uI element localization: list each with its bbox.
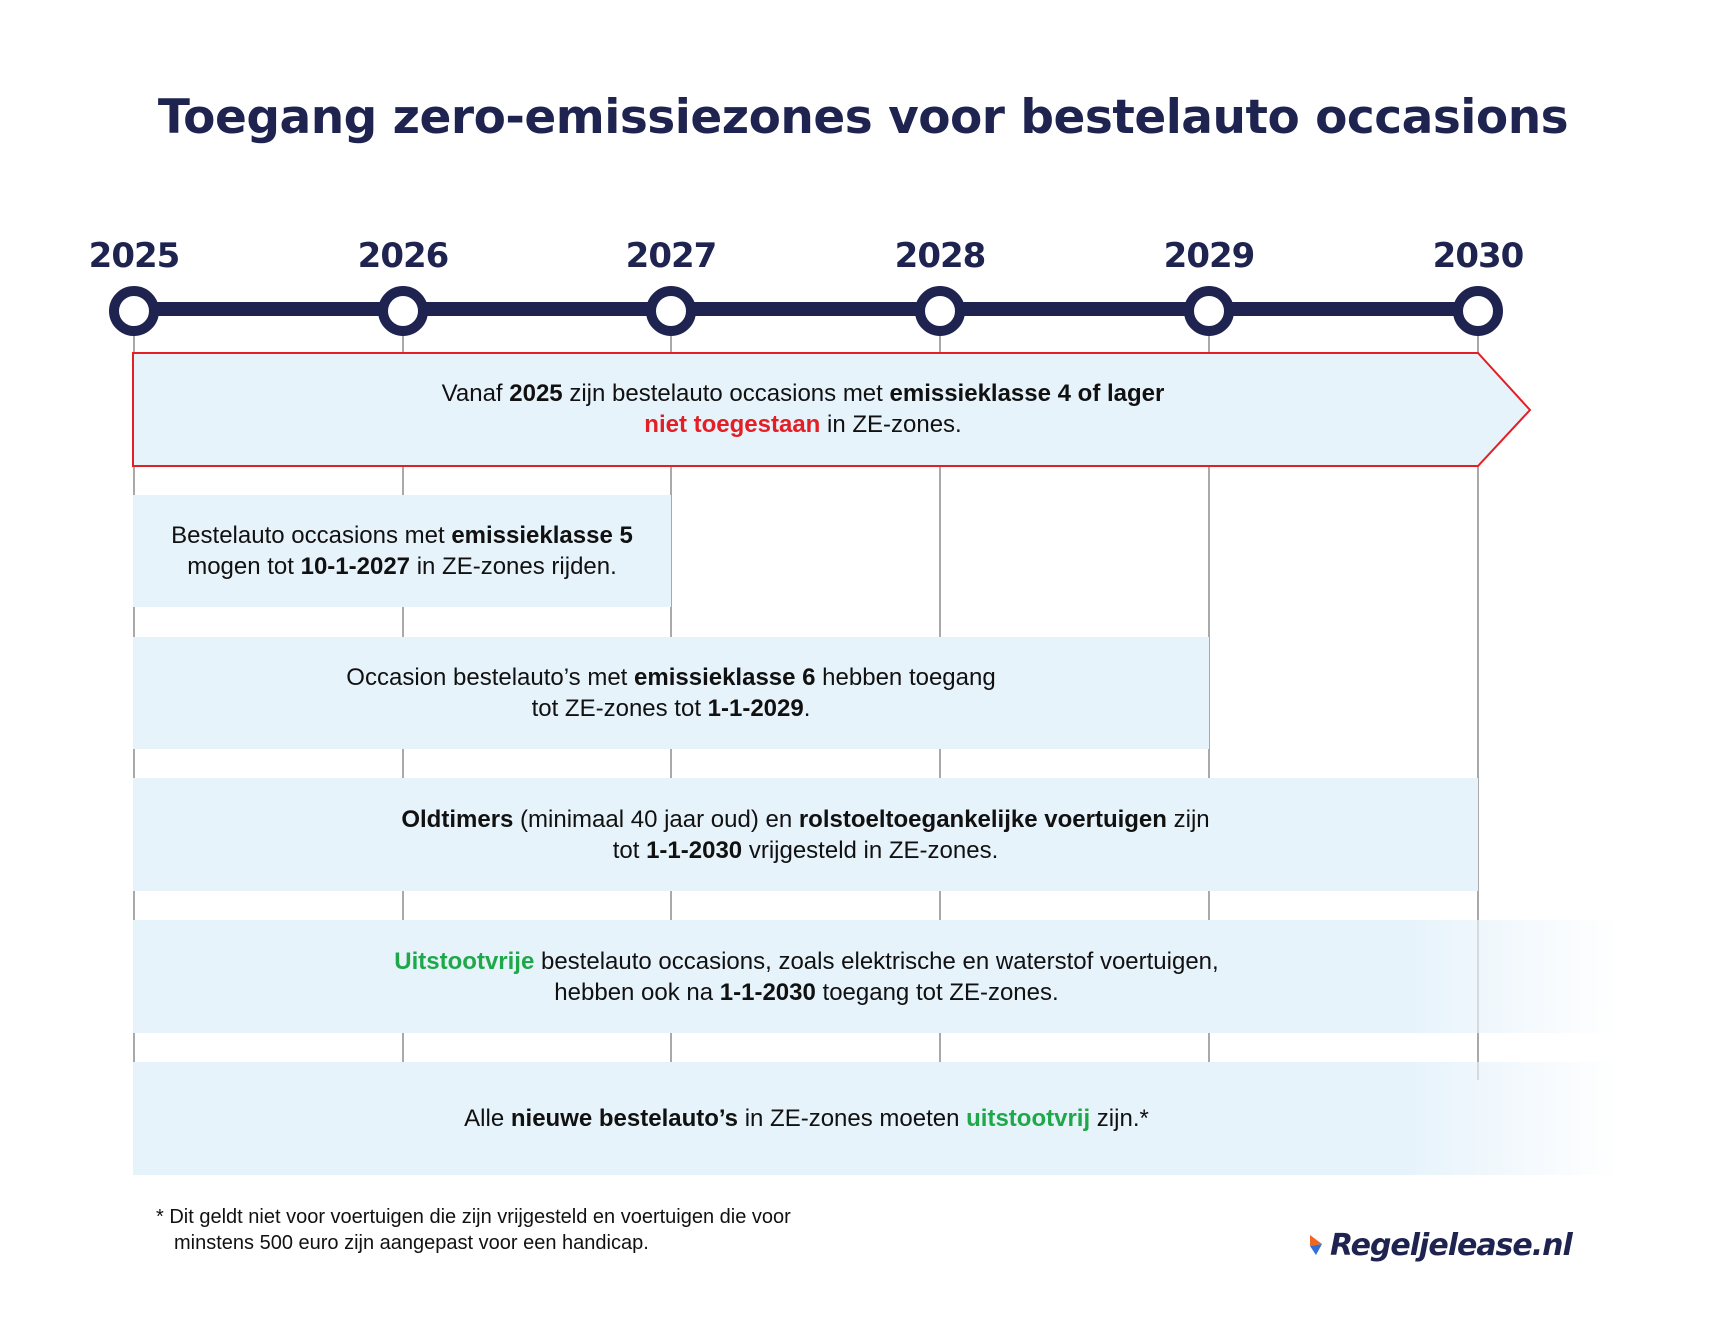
- row-line-1: Occasion bestelauto’s met emissieklasse 6 hebben toegang: [346, 664, 996, 691]
- logo-text: Regeljelease.nl: [1330, 1228, 1572, 1263]
- row-nieuw: [133, 1062, 1620, 1175]
- row-line-2: niet toegestaan in ZE-zones.: [644, 411, 962, 438]
- footnote-line-2: minstens 500 euro zijn aangepast voor een handicap.: [174, 1232, 649, 1254]
- row-line-1: Vanaf 2025 zijn bestelauto occasions met emissieklasse 4 of lager: [441, 380, 1165, 407]
- row-line-1: Uitstootvrije bestelauto occasions, zoals elektrische en waterstof voertuigen,: [394, 947, 1219, 975]
- year-label-2029: 2029: [1163, 236, 1255, 276]
- year-label-2027: 2027: [625, 236, 717, 276]
- row-klasse6: [133, 637, 1209, 749]
- brand-logo: [1308, 1228, 1572, 1263]
- year-label-2025: 2025: [88, 236, 180, 276]
- row-line-1: Alle nieuwe bestelauto’s in ZE-zones moeten uitstootvrij zijn.*: [464, 1105, 1149, 1132]
- chevron-right-icon: [1308, 1231, 1330, 1261]
- footnote: [156, 1204, 791, 1256]
- row-line-1: Bestelauto occasions met emissieklasse 5: [171, 522, 633, 549]
- row-klasse5: [133, 495, 671, 607]
- row-uitstootvrij: [133, 920, 1620, 1033]
- row-line-2: mogen tot 10-1-2027 in ZE-zones rijden.: [187, 553, 617, 580]
- row-line-2: tot 1-1-2030 vrijgesteld in ZE-zones.: [612, 836, 999, 864]
- row-line-1: Oldtimers (minimaal 40 jaar oud) en rolstoeltoegankelijke voertuigen zijn: [401, 805, 1210, 833]
- year-label-2026: 2026: [357, 236, 449, 276]
- row-line-2: tot ZE-zones tot 1-1-2029.: [531, 695, 811, 722]
- row-oldtimers: [133, 778, 1478, 891]
- year-label-2030: 2030: [1432, 236, 1524, 276]
- row-line-2: hebben ook na 1-1-2030 toegang tot ZE-zones.: [554, 978, 1059, 1006]
- page-title: Toegang zero-emissiezones voor bestelauto occasions: [157, 90, 1569, 145]
- row-klasse4-text: [133, 353, 1473, 465]
- year-label-2028: 2028: [894, 236, 986, 276]
- footnote-line-1: * Dit geldt niet voor voertuigen die zijn vrijgesteld en voertuigen die voor: [156, 1206, 791, 1228]
